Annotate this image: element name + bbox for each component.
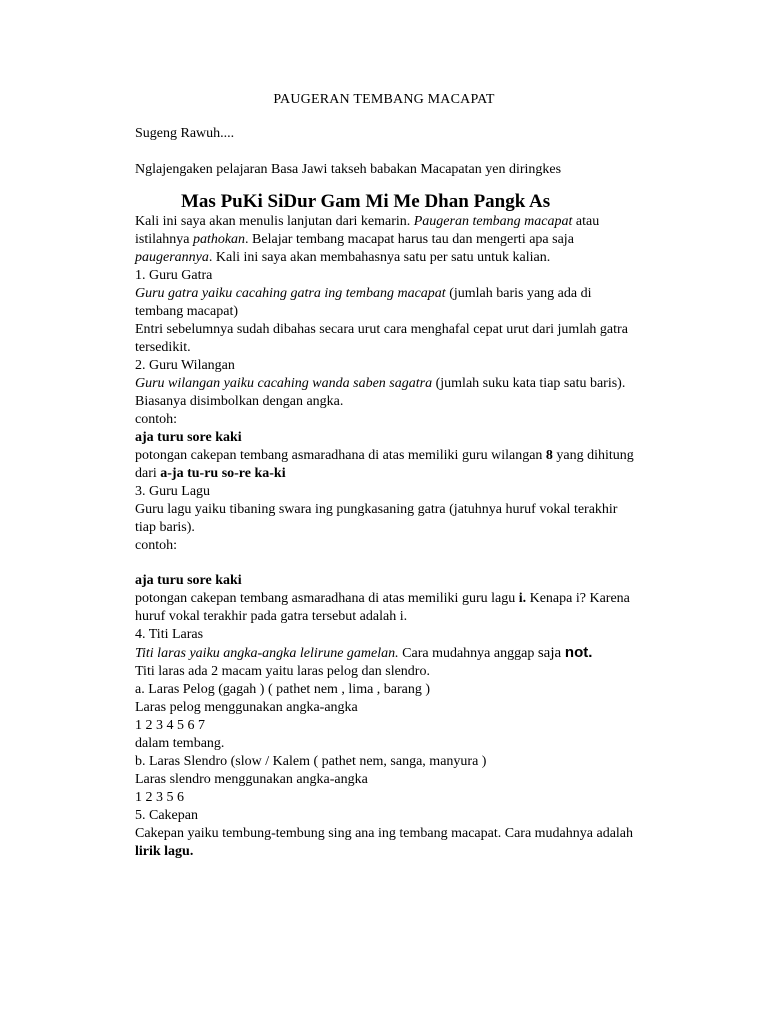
paragraph-line: potongan cakepan tembang asmaradhana di atas memiliki guru wilangan 8 yang dihitung [135,448,634,463]
document-title: PAUGERAN TEMBANG MACAPAT [273,92,495,107]
number-sequence: 1 2 3 4 5 6 7 [135,718,205,733]
paragraph-line: Kali ini saya akan menulis lanjutan dari kemarin. Paugeran tembang macapat atau [135,214,600,229]
greeting-line: Sugeng Rawuh.... [135,126,235,141]
number-sequence: 1 2 3 5 6 [135,790,184,805]
paragraph-line: huruf vokal terakhir pada gatra tersebut adalah i. [135,609,408,624]
paragraph-line: Laras pelog menggunakan angka-angka [135,700,358,715]
mnemonic-heading: Mas PuKi SiDur Gam Mi Me Dhan Pangk As [181,191,551,212]
paragraph-line: Titi laras yaiku angka-angka lelirune gamelan. Cara mudahnya anggap saja not. [135,644,593,661]
paragraph-line: b. Laras Slendro (slow / Kalem ( pathet nem, sanga, manyura ) [135,754,487,769]
paragraph-line: a. Laras Pelog (gagah ) ( pathet nem , lima , barang ) [135,682,431,697]
example-label: contoh: [135,538,177,553]
paragraph-line: Guru lagu yaiku tibaning swara ing pungkasaning gatra (jatuhnya huruf vokal terakhir [135,502,618,517]
section-heading-guru-lagu: 3. Guru Lagu [135,484,211,499]
paragraph-line: paugerannya. Kali ini saya akan membahasnya satu per satu untuk kalian. [135,250,551,265]
paragraph-line: Guru wilangan yaiku cacahing wanda saben sagatra (jumlah suku kata tiap satu baris). [135,376,626,391]
paragraph-line: Biasanya disimbolkan dengan angka. [135,394,344,409]
section-heading-titi-laras: 4. Titi Laras [135,627,204,642]
paragraph-line: Guru gatra yaiku cacahing gatra ing tembang macapat (jumlah baris yang ada di [135,286,592,301]
paragraph-line: tiap baris). [135,520,195,535]
paragraph-line: Entri sebelumnya sudah dibahas secara urut cara menghafal cepat urut dari jumlah gatra [135,322,628,337]
example-label: contoh: [135,412,177,427]
paragraph-line: Titi laras ada 2 macam yaitu laras pelog dan slendro. [135,664,430,679]
paragraph-line: lirik lagu. [135,844,194,859]
section-heading-guru-wilangan: 2. Guru Wilangan [135,358,235,373]
paragraph-line: Laras slendro menggunakan angka-angka [135,772,368,787]
section-heading-cakepan: 5. Cakepan [135,808,198,823]
paragraph-line: tersedikit. [135,340,191,355]
example-line: aja turu sore kaki [135,430,242,445]
intro-line: Nglajengaken pelajaran Basa Jawi takseh babakan Macapatan yen diringkes [135,162,562,177]
paragraph-line: potongan cakepan tembang asmaradhana di atas memiliki guru lagu i. Kenapa i? Karena [135,591,630,606]
section-heading-guru-gatra: 1. Guru Gatra [135,268,213,283]
paragraph-line: dari a-ja tu-ru so-re ka-ki [135,466,286,481]
paragraph-line: istilahnya pathokan. Belajar tembang macapat harus tau dan mengerti apa saja [135,232,574,247]
paragraph-line: dalam tembang. [135,736,225,751]
example-line: aja turu sore kaki [135,573,242,588]
paragraph-line: Cakepan yaiku tembung-tembung sing ana ing tembang macapat. Cara mudahnya adalah [135,826,634,841]
paragraph-line: tembang macapat) [135,304,239,319]
